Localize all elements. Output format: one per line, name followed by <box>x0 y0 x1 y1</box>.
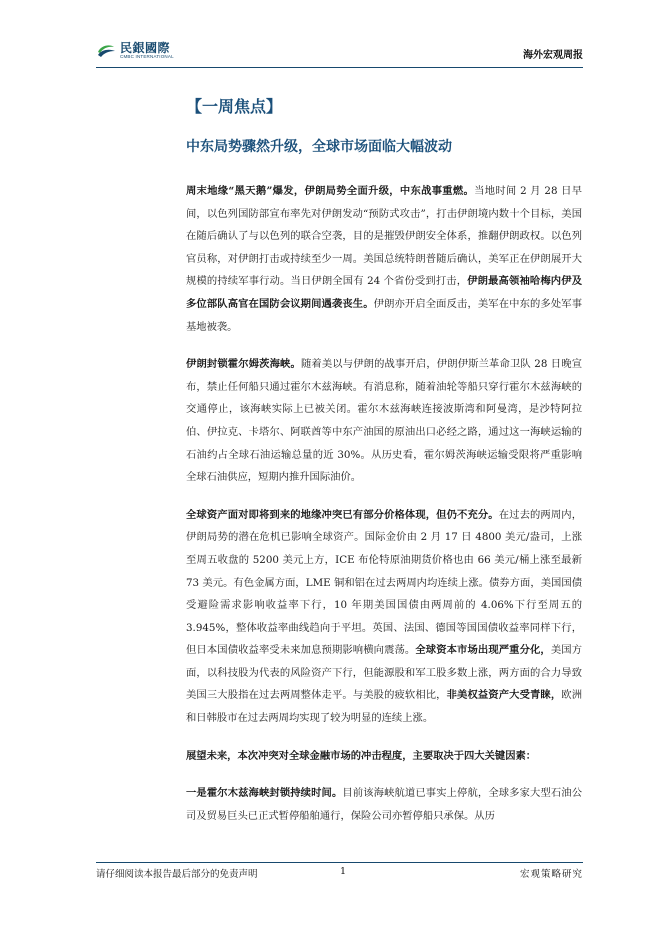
logo-english-name: CMBC INTERNATIONAL <box>120 54 174 60</box>
paragraph-hormuz-blockade <box>186 353 582 489</box>
paragraph-weekend-escalation <box>186 180 582 338</box>
article-headline: 中东局势骤然升级，全球市场面临大幅波动 <box>186 139 452 155</box>
company-logo <box>96 38 174 64</box>
paragraph-emphasis: 非美权益资产大受青睐， <box>446 689 562 702</box>
report-name: 海外宏观周报 <box>523 50 583 61</box>
paragraph-text: 美国方面，以科技股为代表的风险资产下行，但能源股和军工股多数上涨，两方面的合力导致美国三大股指在过去两周整体走平。与美股的疲软相比， <box>186 644 583 702</box>
paragraph-text: 随着美以与伊朗的战事开启，伊朗伊斯兰革命卫队 28 日晚宣布，禁止任何船只通过霍尔木兹海峡。有消息称，随着油轮等船只穿行霍尔木兹海峡的交通停止，该海峡实际上已被关闭。霍尔木兹海峡连接波斯湾和阿曼湾，是沙特阿拉伯、伊拉克、卡塔尔、阿联酋等中东产油国的原油出口必经之路，通过这一海峡运输的石油约占全球石油运输总量的近 30%。从历史看，霍尔姆茨海峡运输受限将严重影响全球石油供应，短期内推升国际油价。 <box>186 358 582 484</box>
page-number: 1 <box>340 866 347 877</box>
paragraph-text: 在过去的两周内，伊朗局势的潜在危机已影响全球资产。国际金价由 2 月 17 日 4800 美元/盎司，上涨至周五收盘的 5200 美元上方，ICE 布伦特原油期货价格也由 66 美元/桶上涨至最新 73 美元。有色金属方面，LME 铜和铝在过去两周内均连续上涨。债券方面，美国国债受避险需求影响收益率下行，10 年期美国国债由两周前的 4.06%下行至周五的 3.945%，整体收益率曲线趋向于平坦。英国、法国、德国等国国债收益率同样下行，但日本国债收益率受未来加息预期影响横向震荡。 <box>186 508 583 657</box>
paragraph-factor-one <box>186 782 582 827</box>
paragraph-emphasis: 全球资本市场出现严重分化， <box>415 644 551 657</box>
disclaimer-note: 请仔细阅读本报告最后部分的免责声明 <box>96 869 258 880</box>
page-footer <box>96 866 583 880</box>
paragraph-asset-pricing <box>186 504 582 730</box>
logo-swoosh-icon <box>96 43 116 59</box>
section-title: 【一周焦点】 <box>186 97 283 116</box>
paragraph-lead: 展望未来，本次冲突对全球金融市场的冲击程度，主要取决于四大关键因素： <box>186 749 537 762</box>
paragraph-emphasis: 伊朗最高领袖哈梅内伊及多位部队高官在国防会议期间遇袭丧生。 <box>186 275 582 310</box>
paragraph-outlook <box>186 745 582 768</box>
paragraph-lead: 全球资产面对即将到来的地缘冲突已有部分价格体现，但仍不充分。 <box>186 508 499 521</box>
page-header <box>96 38 583 64</box>
footer-divider <box>96 862 583 863</box>
paragraph-lead: 周末地缘“黑天鹅”爆发，伊朗局势全面升级，中东战事重燃。 <box>186 185 475 197</box>
article-body <box>186 180 582 842</box>
header-divider <box>96 67 583 68</box>
paragraph-text: 伊朗亦开启全面反击，美军在中东的多处军事基地被袭。 <box>186 297 583 333</box>
paragraph-lead: 一是霍尔木兹海峡封锁持续时间。 <box>186 787 343 800</box>
paragraph-lead: 伊朗封锁霍尔姆茨海峡。 <box>186 358 301 371</box>
logo-chinese-name: 民銀國際 <box>120 41 171 56</box>
department-name: 宏观策略研究 <box>519 869 583 880</box>
paragraph-text: 欧洲和日韩股市在过去两周均实现了较为明显的连续上涨。 <box>186 689 583 725</box>
paragraph-text: 当地时间 2 月 28 日早间，以色列国防部宣布率先对伊朗发动“预防式攻击”，打击伊朗境内数十个目标，美国在随后确认了与以色列的联合空袭，目的是摧毁伊朗安全体系，推翻伊朗政权。以色列官员称，对伊朗打击或持续至少一周。美国总统特朗普随后确认，美军正在伊朗展开大规模的持续军事行动。当日伊朗全国有 24 个省份受到打击， <box>186 185 582 288</box>
paragraph-text: 目前该海峡航道已事实上停航，全球多家大型石油公司及贸易巨头已正式暂停船舶通行，保险公司亦暂停船只承保。从历 <box>186 787 583 822</box>
